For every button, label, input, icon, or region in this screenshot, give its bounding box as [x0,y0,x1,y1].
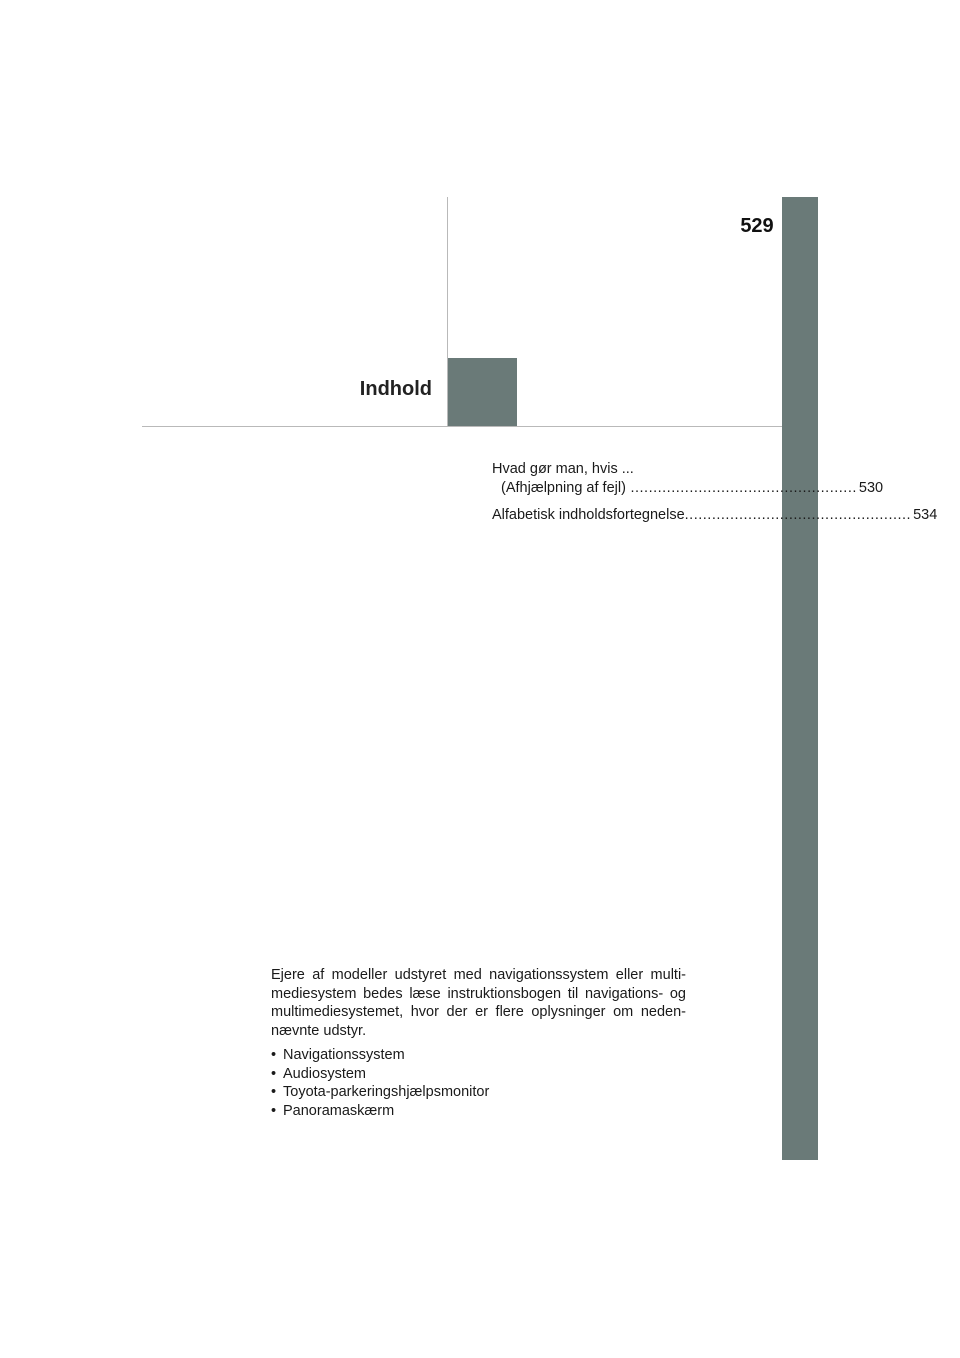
list-item-label: Navigationssystem [283,1047,405,1063]
toc-entry-title: Hvad gør man, hvis ... [492,461,634,477]
navigation-note [271,966,686,1120]
section-marker [448,358,517,427]
bullet-icon: • [271,1047,277,1063]
toc-line [492,460,740,479]
toc-page-number: 530 [858,480,884,496]
section-title: Indhold [359,378,432,400]
page-number: 529 [740,215,774,237]
list-item-label: Toyota-parkeringshjælpsmonitor [283,1084,490,1100]
toc-line [492,479,884,498]
toc-entry-title: Alfabetisk indholdsfortegnelse [492,507,685,523]
list-item [271,1046,686,1065]
equipment-list [271,1046,686,1120]
bullet-icon: • [271,1102,277,1119]
list-item [271,1065,686,1084]
list-item-label: Audiosystem [283,1065,367,1082]
horizontal-rule [142,426,782,427]
bullet-icon: • [271,1065,277,1082]
toc-page-number: 534 [913,507,938,523]
note-paragraph: Ejere af modeller udstyret med navigationssystem eller multi-mediesystem bedes læse instruktionsbogen til navigations- og multimediesystemet, hvor der er flere oplysninger om neden-nævnte udstyr. [271,967,686,1039]
toc-entry-subtitle: (Afhjælpning af fejl) [501,480,626,496]
toc-dot-leader: .................................................. [625,480,857,496]
table-of-contents [492,460,938,533]
list-item [271,1083,686,1102]
list-item [271,1102,686,1121]
toc-dot-leader: .................................................. [684,507,912,523]
list-item-label: Panoramaskærm [283,1102,395,1119]
toc-entry-troubleshooting[interactable] [492,460,884,498]
chapter-tab [782,197,818,1160]
bullet-icon: • [271,1084,277,1100]
toc-line [492,506,938,525]
toc-entry-index[interactable] [492,506,938,525]
